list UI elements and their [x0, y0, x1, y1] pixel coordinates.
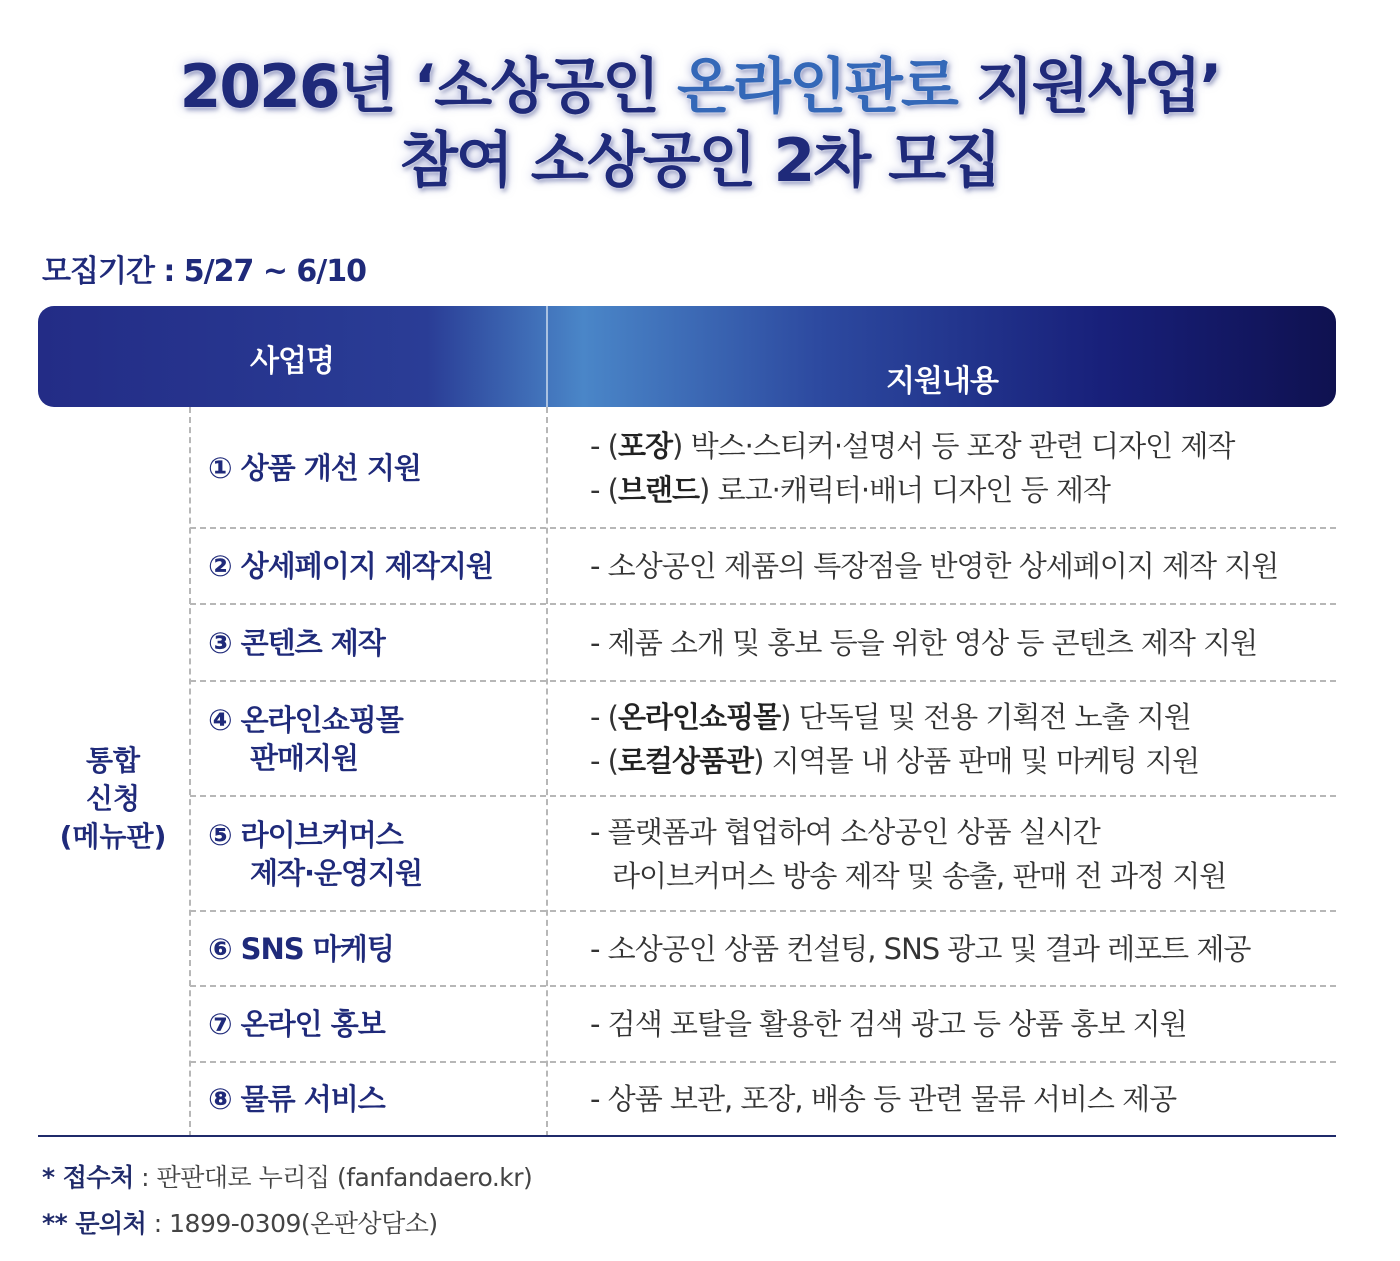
- desc-line: - (온라인쇼핑몰) 단독딜 및 전용 기획전 노출 지원: [590, 699, 1191, 734]
- row-name: ④ 온라인쇼핑몰 판매지원: [208, 702, 403, 775]
- group-label: 통합 신청 (메뉴판): [59, 744, 167, 853]
- contact-label: ** 문의처: [42, 1209, 147, 1238]
- footer-contact: [42, 1204, 438, 1240]
- desc-line: - 소상공인 상품 컨설팅, SNS 광고 및 결과 레포트 제공: [590, 931, 1251, 966]
- table-row: [190, 797, 1340, 910]
- row-description: [590, 682, 1350, 795]
- desc-line: - 소상공인 제품의 특장점을 반영한 상세페이지 제작 지원: [590, 549, 1279, 583]
- page-title: [0, 50, 1400, 198]
- header-support-content: 지원내용: [886, 364, 998, 399]
- footer-receipt: [42, 1158, 532, 1194]
- row-name: ⑥ SNS 마케팅: [208, 931, 394, 966]
- title-line-1: 2026년 ‘소상공인 온라인판로 지원사업’: [179, 52, 1221, 122]
- desc-line: 라이브커머스 방송 제작 및 송출, 판매 전 과정 지원: [612, 858, 1227, 893]
- row-description: [590, 529, 1350, 603]
- desc-line: - 플랫폼과 협업하여 소상공인 상품 실시간: [590, 814, 1100, 849]
- title-line-2: 참여 소상공인 2차 모집: [399, 126, 1001, 196]
- row-description: [590, 912, 1350, 985]
- row-description: [590, 1063, 1350, 1135]
- row-name: ③ 콘텐츠 제작: [208, 625, 385, 660]
- desc-line: - 제품 소개 및 홍보 등을 위한 영상 등 콘텐츠 제작 지원: [590, 625, 1258, 660]
- desc-line: - 상품 보관, 포장, 배송 등 관련 물류 서비스 제공: [590, 1082, 1177, 1116]
- row-name: ⑧ 물류 서비스: [208, 1082, 385, 1116]
- row-name: ⑤ 라이브커머스 제작·운영지원: [208, 817, 423, 890]
- row-description: [590, 605, 1350, 680]
- desc-line: - 검색 포탈을 활용한 검색 광고 등 상품 홍보 지원: [590, 1007, 1187, 1041]
- table-row: [190, 682, 1340, 795]
- row-name: ② 상세페이지 제작지원: [208, 549, 493, 583]
- title-accent: 온라인판로: [677, 52, 957, 122]
- row-name: ① 상품 개선 지원: [208, 451, 421, 485]
- table-row: [190, 1063, 1340, 1135]
- table-row: [190, 529, 1340, 603]
- row-description: [590, 409, 1350, 527]
- table-row: [190, 987, 1340, 1061]
- receipt-value: : 판판대로 누리집 (fanfandaero.kr): [133, 1163, 533, 1192]
- row-name: ⑦ 온라인 홍보: [208, 1007, 385, 1041]
- table-bottom-rule: [38, 1135, 1336, 1137]
- row-description: [590, 797, 1350, 910]
- header-business-name: 사업명: [250, 344, 334, 379]
- desc-line: - (로컬상품관) 지역몰 내 상품 판매 및 마케팅 지원: [590, 743, 1200, 778]
- receipt-label: * 접수처: [42, 1163, 134, 1192]
- row-description: [590, 987, 1350, 1061]
- table-header: [38, 306, 1336, 407]
- table-row: [190, 605, 1340, 680]
- table-row: [190, 912, 1340, 985]
- desc-line: - (브랜드) 로고·캐릭터·배너 디자인 등 제작: [590, 473, 1110, 507]
- recruitment-period: 모집기간 : 5/27 ~ 6/10: [42, 254, 366, 289]
- contact-value: : 1899-0309(온판상담소): [146, 1209, 438, 1238]
- table-row: [190, 409, 1340, 527]
- desc-line: - (포장) 박스·스티커·설명서 등 포장 관련 디자인 제작: [590, 429, 1235, 463]
